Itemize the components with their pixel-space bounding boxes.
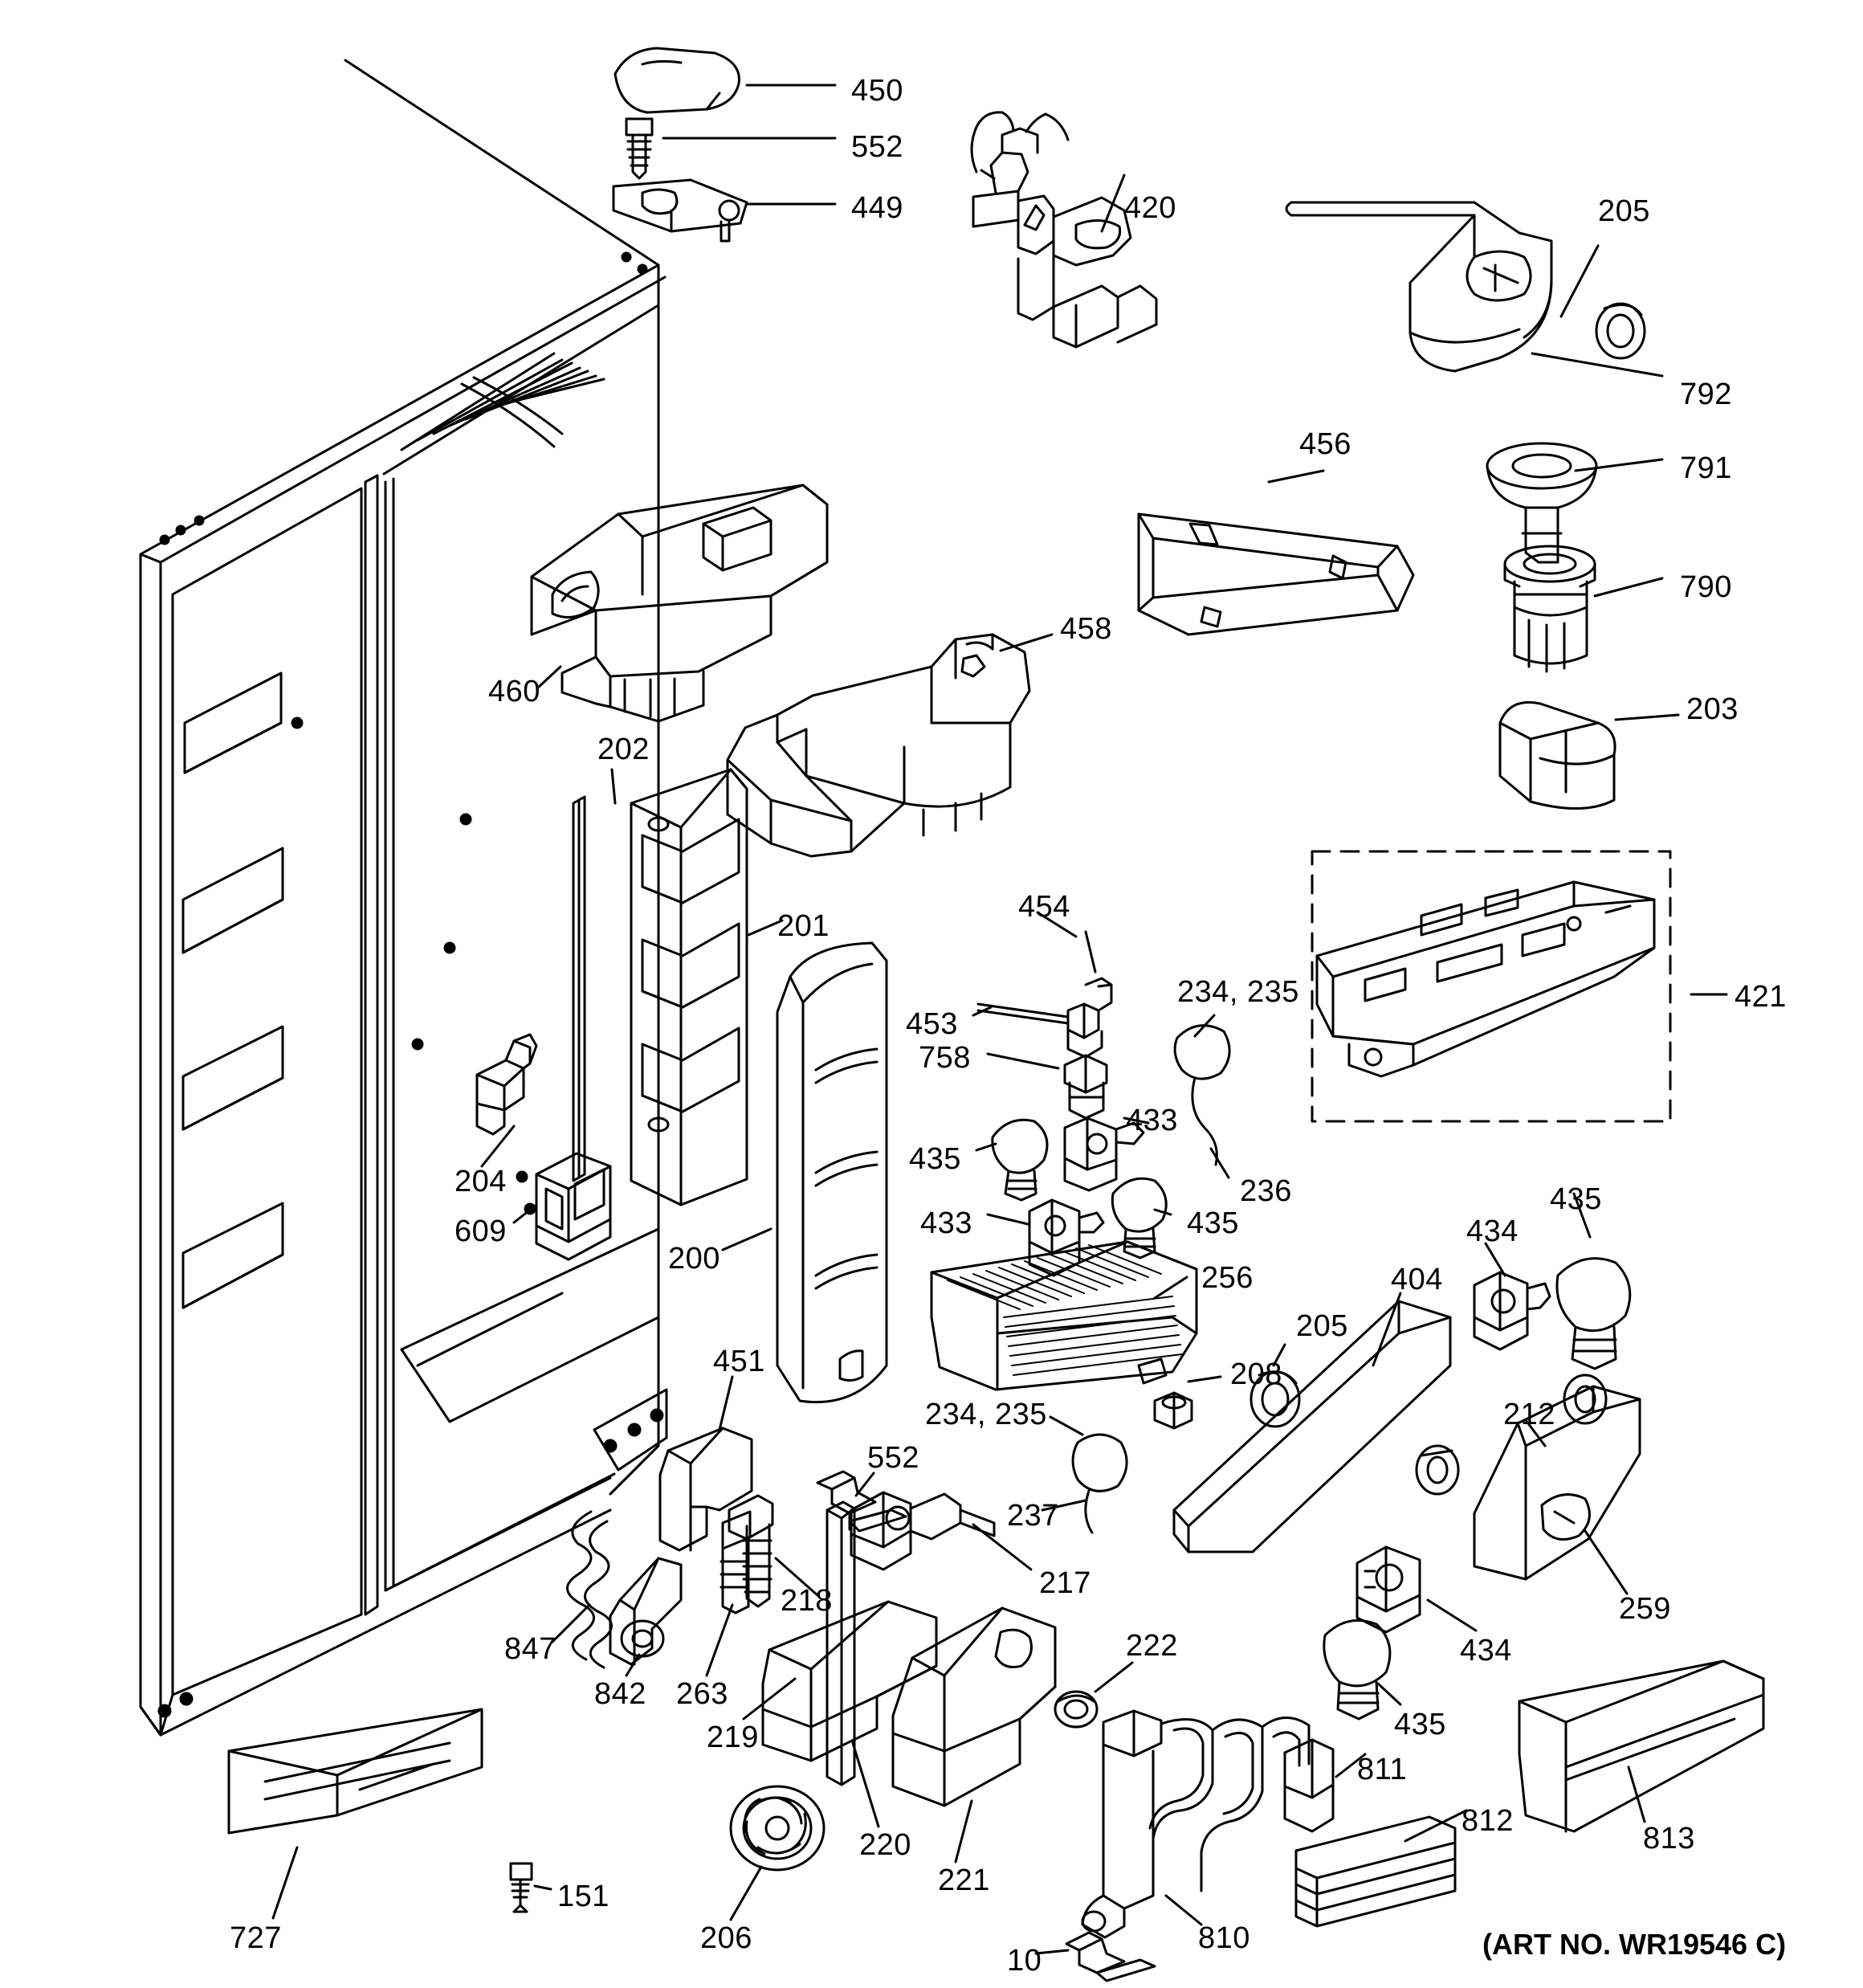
callout-212: 212: [1503, 1398, 1555, 1431]
part-208-nut: [1155, 1393, 1192, 1428]
callout-435-upper: 435: [909, 1142, 961, 1176]
part-449-hinge-bracket: [614, 180, 747, 241]
part-204-socket: [477, 1035, 536, 1134]
part-434-socket-upper: [1474, 1272, 1550, 1349]
callout-234-235-upper: 234, 235: [1177, 975, 1299, 1009]
callout-451: 451: [713, 1345, 765, 1378]
part-435-bulb-right-top: [1557, 1259, 1630, 1369]
leader-lines: [273, 85, 1726, 1953]
part-552-screw-top: [626, 119, 652, 178]
callout-433-upper: 433: [1126, 1104, 1178, 1137]
callout-204: 204: [455, 1165, 507, 1198]
callout-435-right-top: 435: [1550, 1182, 1602, 1216]
callout-449: 449: [851, 191, 903, 225]
callout-206: 206: [700, 1921, 752, 1955]
part-200-inner-liner: [777, 943, 887, 1402]
callout-221: 221: [938, 1863, 990, 1897]
callout-217: 217: [1039, 1566, 1091, 1600]
callout-609: 609: [455, 1214, 507, 1248]
part-842-roller: [610, 1558, 681, 1664]
callout-219: 219: [707, 1721, 759, 1754]
callout-435-mid: 435: [1187, 1206, 1239, 1240]
callout-552-top: 552: [851, 130, 903, 164]
part-460-air-duct: [532, 485, 827, 721]
part-435-bulb-upper: [993, 1120, 1047, 1200]
art-number-label: (ART NO. WR19546 C): [1482, 1928, 1787, 1961]
callout-263: 263: [676, 1677, 728, 1711]
part-206-fan: [731, 1786, 824, 1870]
callout-434-upper: 434: [1466, 1214, 1519, 1248]
part-151-screw: [511, 1863, 532, 1912]
part-219-tray: [763, 1602, 936, 1761]
part-201-shelf-ladder: [631, 769, 747, 1205]
part-790-water-filter: [1505, 546, 1595, 672]
part-812-coiled-tubing: [1296, 1817, 1455, 1926]
callout-404: 404: [1391, 1263, 1443, 1296]
part-451-bracket: [660, 1428, 752, 1550]
callout-727: 727: [230, 1921, 282, 1955]
part-421-control-panel: [1312, 851, 1670, 1121]
callout-234-235-lower: 234, 235: [925, 1398, 1047, 1431]
part-758-fitting: [1065, 1055, 1107, 1118]
part-791-filter-cap: [1487, 443, 1596, 562]
callout-10: 10: [1007, 1944, 1042, 1978]
callout-434-lower: 434: [1460, 1634, 1512, 1668]
callout-201: 201: [777, 909, 830, 943]
part-456-trim: [1139, 514, 1413, 635]
callout-259: 259: [1619, 1592, 1671, 1626]
callout-202: 202: [597, 733, 650, 766]
callout-456: 456: [1299, 427, 1351, 461]
part-202-rail: [573, 797, 585, 1181]
callout-433-lower: 433: [920, 1206, 972, 1240]
callout-790: 790: [1680, 570, 1732, 604]
callout-458: 458: [1060, 612, 1112, 646]
callout-812: 812: [1461, 1804, 1514, 1838]
callout-151: 151: [557, 1880, 609, 1913]
part-453-fitting: [978, 978, 1111, 1057]
callout-791: 791: [1680, 451, 1732, 485]
callout-435-lower: 435: [1394, 1708, 1446, 1741]
callout-237: 237: [1007, 1499, 1059, 1533]
part-458-duct: [728, 635, 1029, 856]
part-221-housing: [893, 1608, 1055, 1806]
callout-813: 813: [1643, 1822, 1695, 1855]
callout-450: 450: [851, 74, 903, 108]
part-813-trim: [1519, 1661, 1763, 1831]
part-236-probe: [1175, 1026, 1229, 1165]
callout-842: 842: [594, 1677, 646, 1711]
part-552-screw-lower: [817, 1472, 906, 1531]
callout-811: 811: [1357, 1753, 1408, 1786]
callout-454: 454: [1018, 890, 1070, 924]
callout-222: 222: [1126, 1629, 1178, 1663]
callout-420: 420: [1124, 191, 1176, 225]
callout-208: 208: [1230, 1357, 1282, 1391]
part-847-spring: [567, 1512, 611, 1668]
callout-203: 203: [1686, 692, 1739, 726]
callout-200: 200: [668, 1242, 720, 1276]
callout-453: 453: [906, 1007, 958, 1041]
callout-205-top: 205: [1598, 194, 1650, 228]
part-420-water-valve: [972, 112, 1156, 347]
callout-218: 218: [781, 1584, 833, 1618]
part-810-tubing: [1082, 1711, 1309, 1937]
part-222-cap: [1055, 1692, 1097, 1727]
part-792-filter-housing: [1286, 202, 1551, 371]
callout-220: 220: [859, 1828, 911, 1862]
callout-460: 460: [488, 675, 540, 708]
part-433-socket-lower: [1029, 1200, 1103, 1276]
callout-758: 758: [919, 1041, 971, 1075]
cabinet-outline: [141, 60, 667, 1735]
part-435-bulb-bottom: [1324, 1620, 1390, 1719]
part-434-socket-bottom: [1357, 1547, 1420, 1632]
part-259-housing: [1474, 1386, 1640, 1579]
part-10-screw: [1066, 1933, 1155, 1981]
callout-847: 847: [504, 1632, 556, 1666]
callout-205-lower: 205: [1296, 1309, 1348, 1343]
callout-256: 256: [1201, 1261, 1254, 1295]
callout-552-lower: 552: [867, 1441, 919, 1475]
callout-810: 810: [1198, 1921, 1250, 1955]
part-256-shelf: [932, 1242, 1196, 1390]
callout-236: 236: [1240, 1174, 1292, 1208]
callout-792: 792: [1680, 378, 1732, 411]
part-205-oring-top: [1596, 304, 1645, 358]
part-203-cover: [1500, 702, 1615, 808]
part-234-235-lower-probe: [1073, 1435, 1127, 1533]
part-450-hinge-cover: [615, 48, 739, 112]
part-727-toe-grille: [229, 1709, 482, 1833]
callout-421: 421: [1735, 980, 1787, 1014]
